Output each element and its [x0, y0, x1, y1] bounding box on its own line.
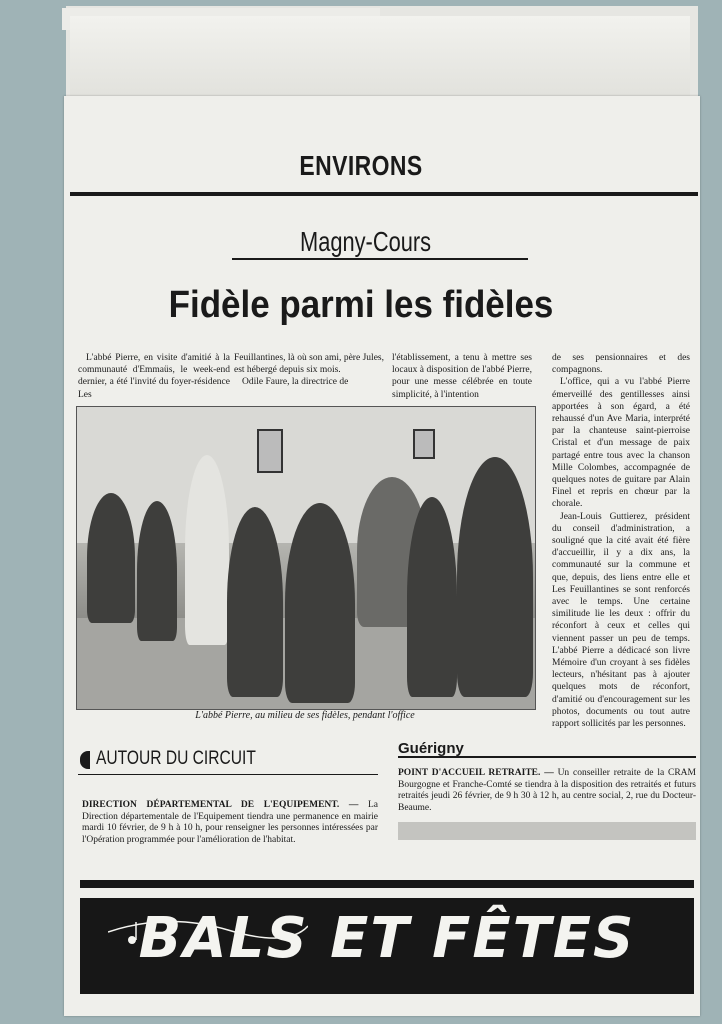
article-text: de ses pensionnaires et des compagnons.	[552, 353, 690, 376]
article-text: l'établissement, a tenu à mettre ses locaux à disposition de l'abbé Pierre, pour une messe célébrée en toute simplicité, à l'intention	[392, 353, 532, 400]
article-text: L'office, qui a vu l'abbé Pierre émerveillé des gentillesses ainsi apportées à son égard, a été rehaussé d'un Ave Maria, interprété par la chanteuse saint-pierroise Cristal et d'un message de paix partagé entre tous avec la chanson Mille Colombes, accompagnée de quelques notes de guitare par Alain Finel et repris en chœur par la chorale.	[552, 377, 690, 510]
article-text: Odile Faure, la directrice de	[242, 377, 349, 388]
article-column-4	[552, 352, 690, 730]
circuit-brief-body: La Direction départementale de l'Equipement tiendra une permanence en mairie mardi 10 février, de 9 h à 10 h, pour renseigner les personnes intéressées par l'Opération programmée pour l'amélioration de l'habitat.	[82, 800, 378, 845]
circuit-heading: AUTOUR DU CIRCUIT	[96, 748, 256, 769]
article-headline: Fidèle parmi les fidèles	[168, 284, 554, 326]
newspaper-fold	[70, 16, 690, 97]
article-column-3	[392, 352, 532, 401]
circuit-marker	[80, 751, 90, 769]
circuit-rule	[78, 774, 378, 775]
grey-band	[398, 822, 696, 840]
photo-figure-priest	[185, 455, 229, 645]
article-photo	[76, 406, 536, 710]
photo-figure	[227, 507, 283, 697]
photo-figure	[457, 457, 533, 697]
section-title: ENVIRONS	[299, 150, 423, 181]
circuit-brief-title: DIRECTION DÉPARTEMENTAL DE L'EQUIPEMENT. —	[82, 800, 359, 810]
article-column-1	[78, 352, 230, 401]
guerigny-brief	[398, 768, 696, 814]
guerigny-heading: Guérigny	[398, 740, 464, 757]
section-rule	[70, 192, 698, 196]
photo-figure	[137, 501, 177, 641]
photo-wall-frame	[257, 429, 283, 473]
photo-figure	[407, 497, 457, 697]
photo-wall-frame	[413, 429, 435, 459]
article-text: L'abbé Pierre, en visite d'amitié à la communauté d'Emmaüs, le week-end dernier, a été l'invité du foyer-résidence Les	[78, 353, 230, 400]
article-column-2	[234, 352, 384, 389]
guerigny-brief-title: POINT D'ACCUEIL RETRAITE. —	[398, 768, 554, 778]
guerigny-brief-body: Un conseiller retraite de la CRAM Bourgogne et Franche-Comté se tiendra à la disposition des retraités et futurs retraités jeudi 26 février, de 9 h 30 à 12 h, au centre social, 2, rue du Docteur-Beaume.	[398, 768, 696, 813]
photo-figure	[87, 493, 135, 623]
article-text: Jean-Louis Guttierez, président du conseil d'administration, a souligné que la cité avait été fière d'accueillir, il y a dix ans, la communauté sur la commune et que, depuis, des liens entre elle et Les Feuillantines se sont renforcés avec le temps. Une certaine similitude lie les deux : offrir du réconfort à ceux et celles qui viennent passer un peu de temps. L'abbé Pierre a dédicacé son livre Mémoire d'un croyant à ses fidèles lecteurs, n'hésitant pas à ajouter quelques mots de réconfort, d'amitié ou d'encouragement sur les photos, documents ou tout autre rapport sollicités par les personnes.	[552, 511, 690, 730]
town-rule	[232, 258, 528, 260]
article-text: Feuillantines, là où son ami, père Jules, est hébergé depuis six mois.	[234, 353, 384, 376]
circuit-brief	[82, 800, 378, 846]
banner-title: BALS ET FÊTES	[138, 906, 636, 971]
photo-figure	[285, 503, 355, 703]
banner-rule	[80, 880, 694, 888]
photo-caption: L'abbé Pierre, au milieu de ses fidèles, pendant l'office	[195, 710, 415, 721]
town-heading: Magny-Cours	[300, 226, 432, 257]
